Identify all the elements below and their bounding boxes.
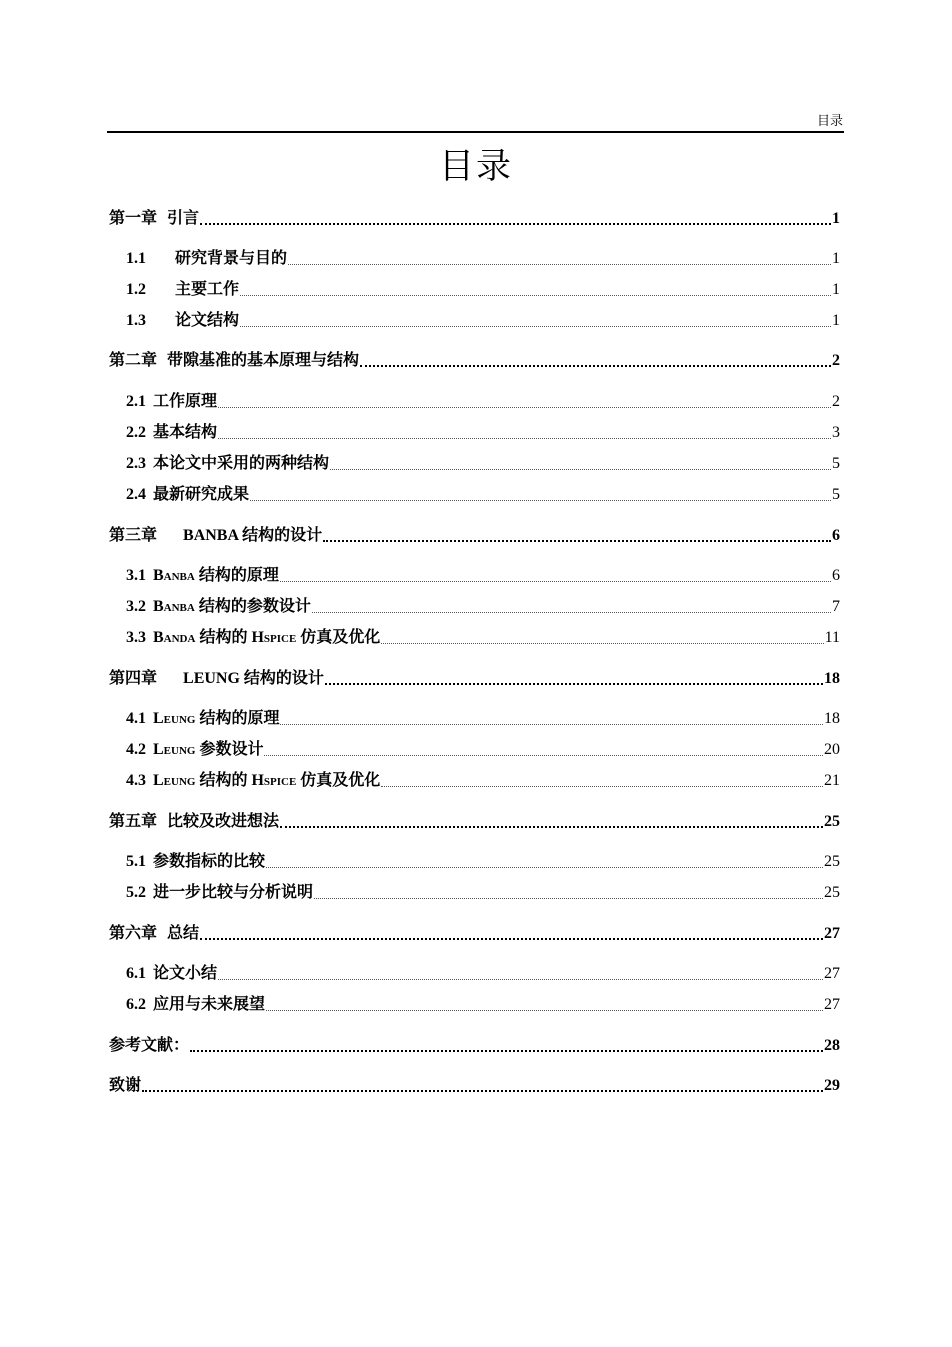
toc-entry-number: 1.2	[126, 281, 146, 298]
toc-entry-number: 4.1	[126, 710, 146, 727]
toc-entry-title: 论文小结	[153, 965, 218, 982]
toc-entry-title: Leung 参数设计	[153, 741, 264, 758]
toc-acknowledgements[interactable]	[109, 1075, 840, 1097]
toc-entry-number: 第二章	[109, 352, 158, 369]
toc-page-number: 1	[832, 281, 840, 298]
toc-entry-number: 3.3	[126, 629, 146, 646]
toc-entry-title: 基本结构	[153, 424, 218, 441]
toc-section-2-4[interactable]	[126, 484, 840, 506]
toc-page-number: 29	[824, 1077, 840, 1094]
dot-leader	[280, 724, 823, 725]
toc-page-number: 7	[832, 598, 840, 615]
toc-page-number: 27	[824, 925, 840, 942]
toc-entry-number: 5.1	[126, 853, 146, 870]
toc-entry-number: 2.3	[126, 455, 146, 472]
dot-leader	[142, 1090, 823, 1092]
toc-entry-number: 5.2	[126, 884, 146, 901]
dot-leader	[218, 438, 831, 439]
toc-entry-number: 2.4	[126, 486, 146, 503]
toc-entry-title: Banba 结构的参数设计	[153, 598, 311, 615]
toc-section-1-2[interactable]	[126, 279, 840, 301]
toc-section-6-1[interactable]	[126, 963, 840, 985]
toc-page-number: 18	[824, 670, 840, 687]
toc-entry-title: 研究背景与目的	[175, 250, 288, 267]
toc-entry-title: 工作原理	[153, 393, 218, 410]
toc-section-2-2[interactable]	[126, 422, 840, 444]
toc-entry-number: 4.2	[126, 741, 146, 758]
toc-entry-number: 第六章	[109, 925, 158, 942]
dot-leader	[280, 581, 831, 582]
toc-section-2-1[interactable]	[126, 391, 840, 413]
toc-entry-title: 参数指标的比较	[153, 853, 266, 870]
toc-page-number: 1	[832, 210, 840, 227]
toc-section-1-1[interactable]	[126, 248, 840, 270]
dot-leader	[264, 755, 823, 756]
toc-page-number: 18	[824, 710, 840, 727]
toc-entry-number: 第五章	[109, 813, 158, 830]
toc-chapter-3[interactable]	[109, 525, 840, 547]
toc-entry-number: 4.3	[126, 772, 146, 789]
dot-leader	[360, 365, 831, 367]
toc-chapter-2[interactable]	[109, 350, 840, 372]
toc-page-number: 2	[832, 352, 840, 369]
dot-leader	[218, 407, 831, 408]
toc-entry-title: Leung 结构的原理	[153, 710, 280, 727]
dot-leader	[323, 540, 831, 542]
dot-leader	[288, 264, 831, 265]
toc-section-1-3[interactable]	[126, 310, 840, 332]
toc-entry-number: 2.1	[126, 393, 146, 410]
toc-entry-title: 引言	[167, 210, 200, 227]
toc-page-number: 25	[824, 813, 840, 830]
toc-entry-title: Banda 结构的 Hspice 仿真及优化	[153, 629, 381, 646]
toc-entry-number: 第四章	[109, 670, 158, 687]
toc-section-4-3[interactable]	[126, 770, 840, 792]
toc-page-number: 6	[832, 527, 840, 544]
toc-entry-title: 最新研究成果	[153, 486, 250, 503]
toc-section-4-2[interactable]	[126, 739, 840, 761]
dot-leader	[381, 643, 823, 644]
dot-leader	[325, 683, 823, 685]
dot-leader	[312, 612, 831, 613]
toc-page-number: 5	[832, 455, 840, 472]
toc-section-4-1[interactable]	[126, 708, 840, 730]
dot-leader	[200, 938, 823, 940]
dot-leader	[330, 469, 831, 470]
toc-entry-title: 致谢	[109, 1077, 142, 1094]
toc-page-number: 27	[824, 996, 840, 1013]
toc-chapter-1[interactable]	[109, 208, 840, 230]
page-title: 目录	[438, 147, 513, 186]
toc-entry-number: 第三章	[109, 527, 158, 544]
dot-leader	[240, 295, 831, 296]
toc-section-6-2[interactable]	[126, 994, 840, 1016]
toc-page-number: 5	[832, 486, 840, 503]
dot-leader	[218, 979, 823, 980]
toc-entry-title: BANBA 结构的设计	[183, 527, 323, 544]
toc-page-number: 21	[824, 772, 840, 789]
toc-entry-number: 3.1	[126, 567, 146, 584]
toc-section-3-1[interactable]	[126, 565, 840, 587]
toc-entry-title: 参考文献：	[109, 1037, 190, 1054]
toc-page-number: 1	[832, 250, 840, 267]
toc-section-2-3[interactable]	[126, 453, 840, 475]
toc-entry-number: 6.2	[126, 996, 146, 1013]
toc-chapter-5[interactable]	[109, 811, 840, 833]
toc-entry-number: 3.2	[126, 598, 146, 615]
dot-leader	[250, 500, 831, 501]
toc-page-number: 20	[824, 741, 840, 758]
toc-entry-number: 6.1	[126, 965, 146, 982]
toc-entry-title: 比较及改进想法	[167, 813, 280, 830]
toc-references[interactable]	[109, 1035, 840, 1057]
toc-entry-title: Banba 结构的原理	[153, 567, 279, 584]
toc-entry-title: 论文结构	[175, 312, 240, 329]
toc-entry-number: 第一章	[109, 210, 158, 227]
toc-page-number: 11	[824, 629, 840, 646]
dot-leader	[240, 326, 831, 327]
toc-section-5-2[interactable]	[126, 882, 840, 904]
toc-entry-title: 主要工作	[175, 281, 240, 298]
toc-entry-title: Leung 结构的 Hspice 仿真及优化	[153, 772, 381, 789]
toc-entry-title: 进一步比较与分析说明	[153, 884, 314, 901]
toc-entry-title: 带隙基准的基本原理与结构	[167, 352, 360, 369]
toc-entry-number: 1.3	[126, 312, 146, 329]
toc-page-number: 6	[832, 567, 840, 584]
dot-leader	[266, 1010, 823, 1011]
toc-entry-title: 本论文中采用的两种结构	[153, 455, 330, 472]
toc-entry-title: 总结	[167, 925, 200, 942]
dot-leader	[200, 223, 831, 225]
toc-entry-title: 应用与未来展望	[153, 996, 266, 1013]
dot-leader	[280, 826, 823, 828]
toc-page-number: 25	[824, 884, 840, 901]
toc-page-number: 3	[832, 424, 840, 441]
dot-leader	[314, 898, 823, 899]
table-of-contents	[109, 0, 840, 1347]
toc-section-5-1[interactable]	[126, 851, 840, 873]
toc-entry-number: 1.1	[126, 250, 146, 267]
dot-leader	[190, 1050, 823, 1052]
toc-page-number: 27	[824, 965, 840, 982]
running-header: 目录	[816, 113, 843, 128]
toc-chapter-4[interactable]	[109, 668, 840, 690]
toc-entry-number: 2.2	[126, 424, 146, 441]
toc-chapter-6[interactable]	[109, 923, 840, 945]
toc-section-3-2[interactable]	[126, 596, 840, 618]
dot-leader	[381, 786, 823, 787]
dot-leader	[266, 867, 823, 868]
toc-page-number: 25	[824, 853, 840, 870]
toc-entry-title: LEUNG 结构的设计	[183, 670, 324, 687]
toc-page-number: 2	[832, 393, 840, 410]
toc-section-3-3[interactable]	[126, 627, 840, 649]
toc-page-number: 28	[824, 1037, 840, 1054]
toc-page-number: 1	[832, 312, 840, 329]
